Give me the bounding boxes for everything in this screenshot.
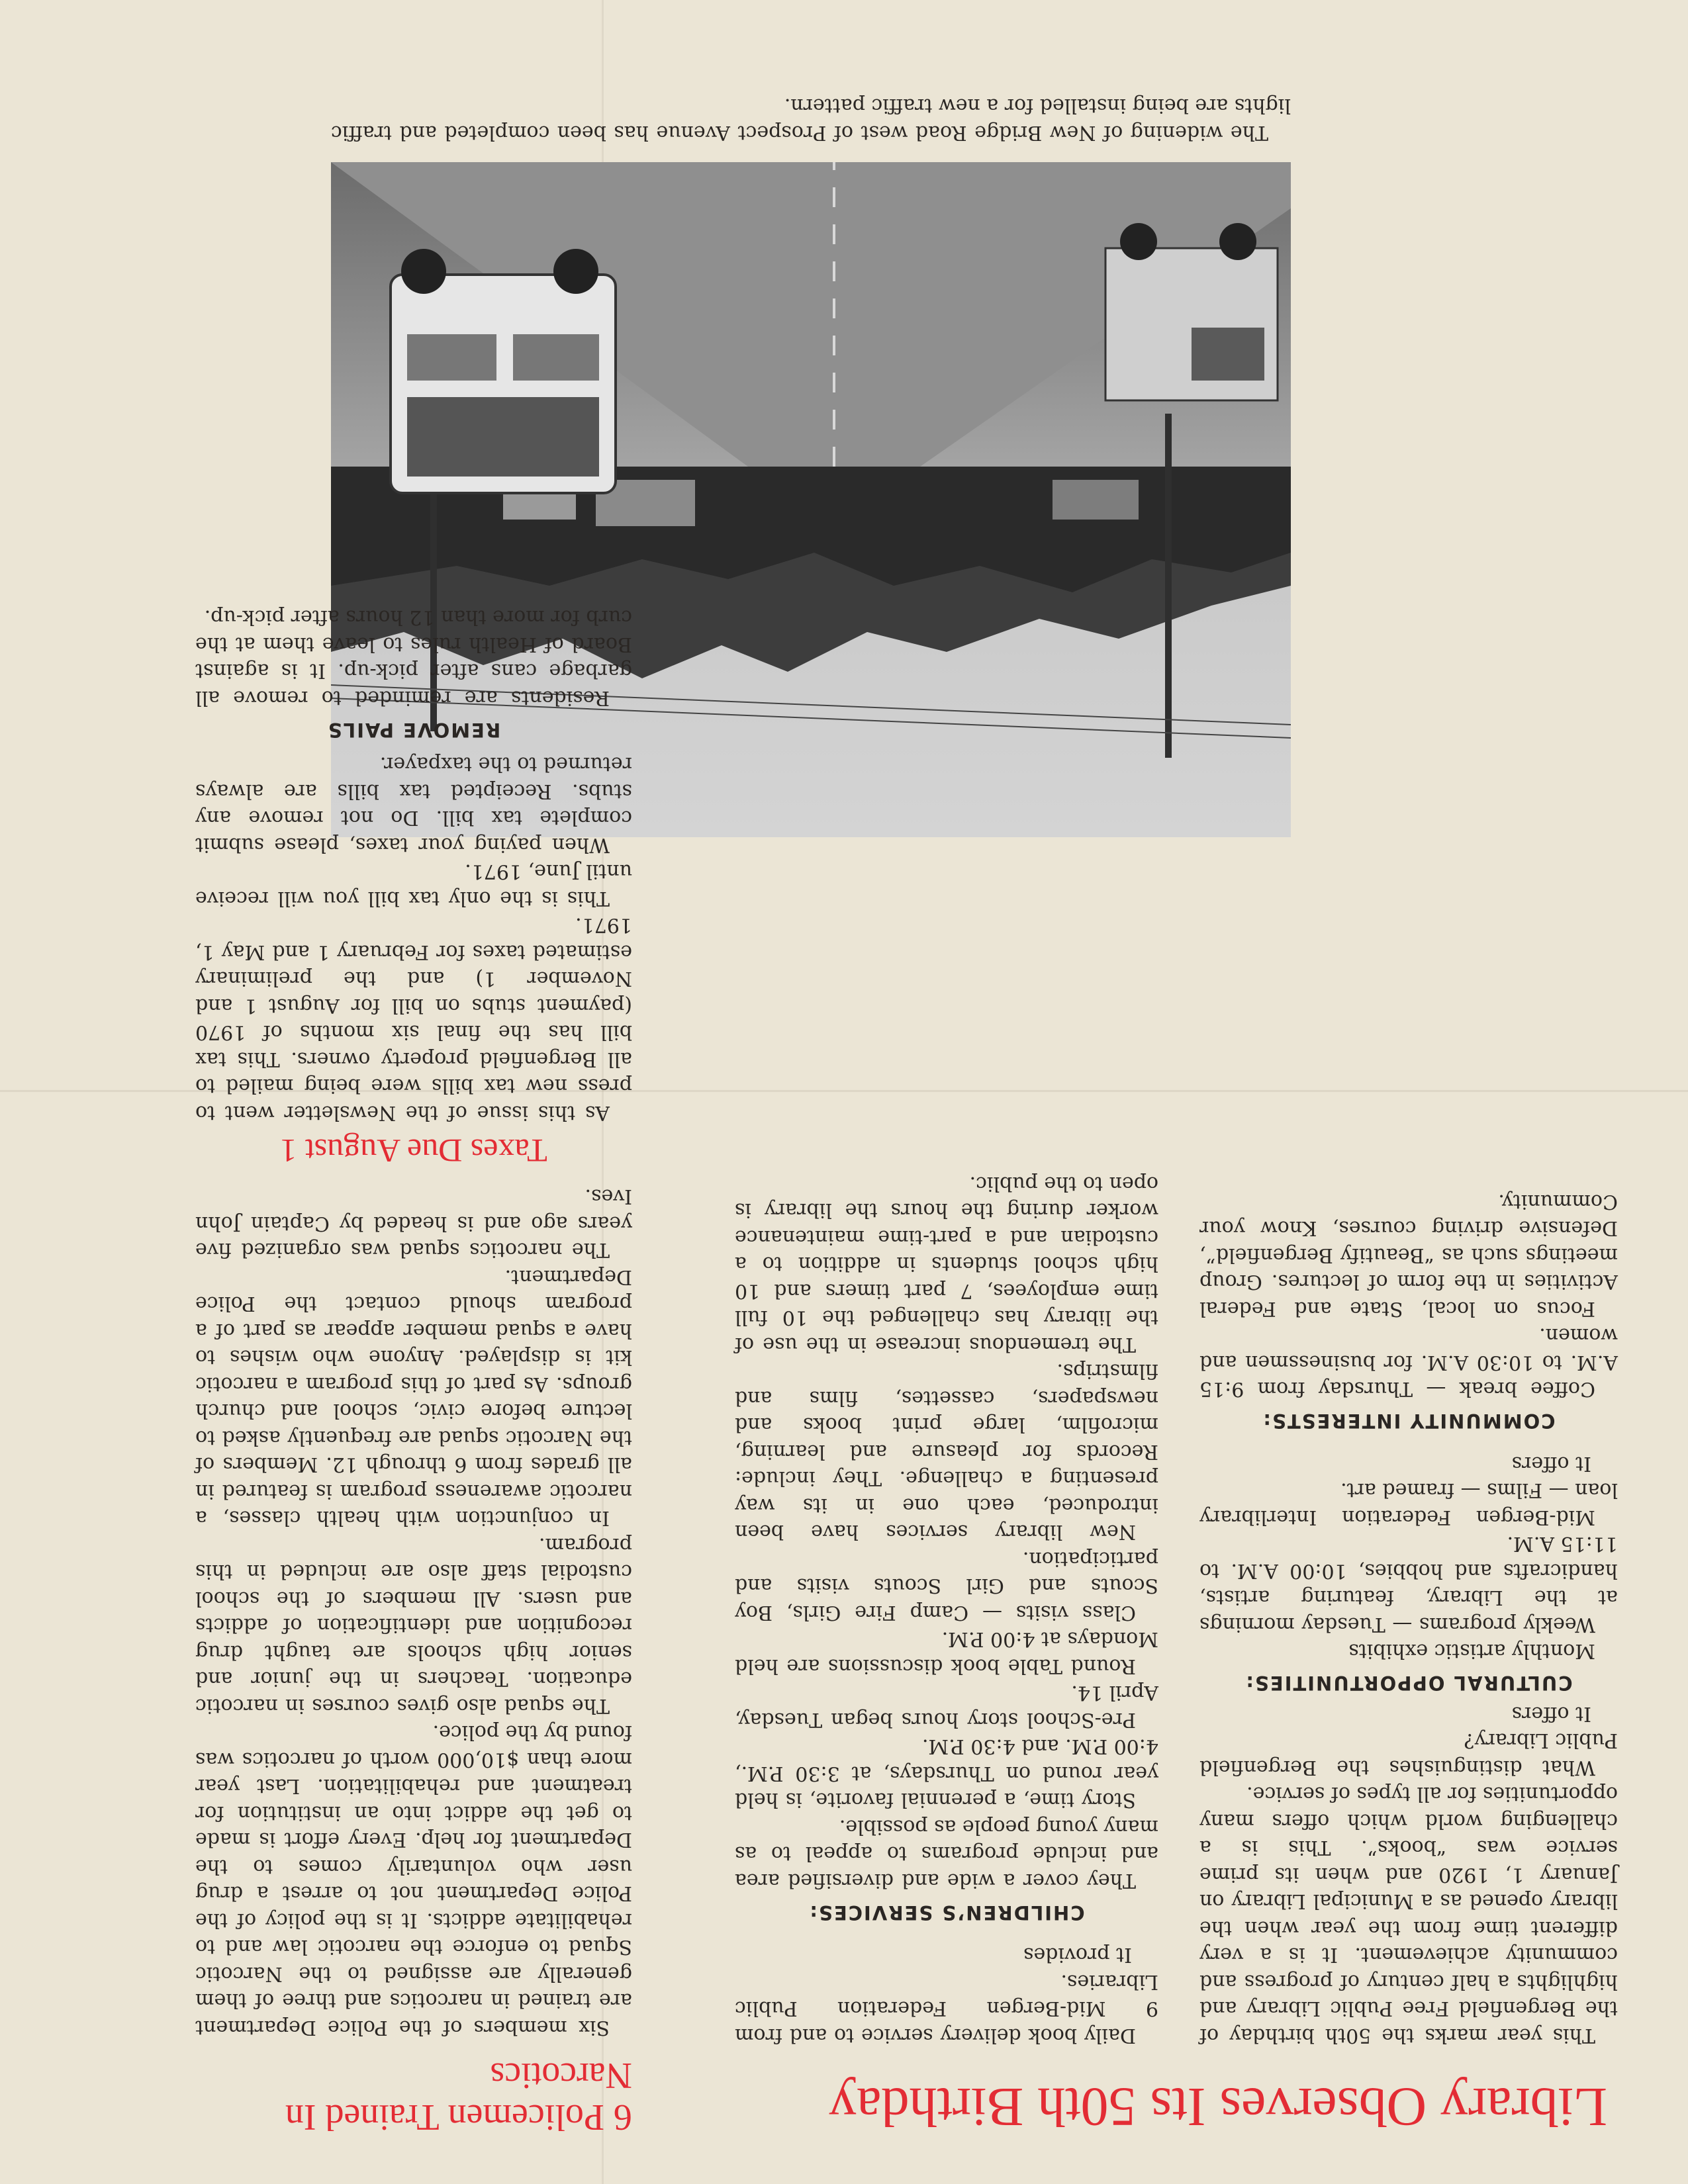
library-intro: This year marks the 50th birthday of the Bergenfield Free Public Library and highlights a half century of progress and community achievement. It is a very different time from the year when the library opened as a Municipal Library on January 1, 1920 and when its prime service was “books”. This is a challenging world which offers many opportunities for all types of service. [1199,1782,1618,2047]
narcotics-article [195,604,632,2138]
library-column-2 [735,1170,1158,2049]
community-heading: COMMUNITY INTERESTS: [1262,1410,1556,1433]
cultural-item: Monthly artistic exhibits [1348,1639,1595,1663]
taxes-headline: Taxes Due August 1 [280,1132,547,1169]
library-column-1 [1199,1188,1618,2049]
photo-caption: The widening of New Bridge Road west of Prospect Avenue has been completed and traffic lights are being installed for a new traffic pattern. [331,94,1291,144]
delivery-service: Daily book delivery service to and from 9 Mid-Bergen Federation Public Libraries. [735,1970,1158,2047]
community-item: Focus on local, State and Federal Activities in the form of lectures. Group meetings such as “Beautify Bergenfield”, Defensive driving courses, Know your Community. [1199,1190,1618,1320]
narcotics-paragraph: In conjunction with health classes, a narcotic awareness program is featured in all grades from 6 through 12. Members of the Narcotic squad are frequently asked to lecture before civic, school and church groups. As part of this program a narcotic kit is displayed. Anyone who wishes to have a squad member appear as part of a program should contact the Police Department. [195,1265,632,1530]
children-heading: CHILDREN’S SERVICES: [808,1901,1085,1924]
children-paragraph: Class visits — Camp Fire Girls, Boy Scouts and Girl Scouts visits and participation. [735,1547,1158,1624]
community-item: Coffee break — Thursday from 9:15 A.M. to 10:30 A.M. for businessmen and women. [1199,1324,1618,1401]
children-paragraph: Pre-School story hours began Tuesday, April 14. [735,1681,1158,1731]
taxes-paragraph: As this issue of the Newsletter went to press new tax bills were being mailed to all Bergenfield property owners. This tax bill has the final six months of 1970 (payment stubs on bill for August 1 and November 1) and the preliminary estimated taxes for February 1 and May 1, 1971. [195,913,632,1124]
children-paragraph: They cover a wide and diversified area and include programs to appeal to as many young people as possible. [735,1815,1158,1892]
it-offers-label: It offers [1511,1452,1591,1475]
it-provides-label: It provides [1023,1943,1132,1967]
pails-paragraph: Residents are reminded to remove all garbage cans after pick-up. It is against Board of Health rules to leave them at the curb for more than 12 hours after pick-up. [195,606,632,709]
remove-pails-heading: REMOVE PAILS [326,718,501,741]
cultural-item: Mid-Bergen Federation Interlibrary loan — Films — framed art. [1199,1479,1618,1529]
narcotics-paragraph: Six members of the Police Department are trained in narcotics and three of them generally are assigned to the Narcotic Squad to enforce the narcotic law and to rehabilitate addicts. It is the policy of the Police Department not to arrest a drug user who voluntarily comes to the Department for help. Every effort is made to get the addict into an institution for treatment and rehabilitation. Last year more than $10,000 worth of narcotics was found by the police. [195,1721,632,2039]
library-question: What distinguishes the Bergenfield Public Library? [1199,1729,1618,1779]
children-paragraph: The tremendous increase in the use of the library has challenged the 10 full time employees, 7 part timers and 10 high school students in addition to a custodian and a part-time maintenance worker during the hours the library is open to the public. [735,1172,1158,1356]
children-paragraph: Round Table book discussions are held Mondays at 4:00 P.M. [735,1627,1158,1678]
cultural-heading: CULTURAL OPPORTUNITIES: [1244,1672,1573,1695]
library-headline: Library Observes Its 50th Birthday [829,2076,1607,2138]
narcotics-paragraph: The squad also gives courses in narcotic education. Teachers in the junior and senior high schools are taught drug recognition and identification of addicts and users. All members of the school custodial staff also are included in this program. [195,1533,632,1717]
it-offers-label: It offers [1511,1702,1591,1725]
narcotics-paragraph: The narcotics squad was organized five years ago and is headed by Captain John Ives. [195,1185,632,1262]
children-paragraph: New library services have been introduced, each one in its way presenting a challenge. They include: Records for pleasure and learning, microfilm, large print books and newspapers, cassettes, films and filmstrips. [735,1359,1158,1544]
taxes-paragraph: When paying your taxes, please submit complete tax bill. Do not remove any stubs. Receipted tax bills are always returned to the taxpayer. [195,752,632,856]
narcotics-headline: 6 Policemen Trained In Narcotics [285,2055,632,2138]
photo-caption-block [331,92,1291,146]
children-paragraph: Story time, a perennial favorite, is held year round on Thursdays, at 3:30 P.M., 4:00 P.M. and 4:30 P.M. [735,1735,1158,1812]
taxes-paragraph: This is the only tax bill you will receive until June, 1971. [195,860,632,910]
cultural-item: Weekly programs — Tuesday mornings at the Library, featuring artists, handicrafts and hobbies, 10:00 A.M. to 11:15 A.M. [1199,1532,1618,1636]
